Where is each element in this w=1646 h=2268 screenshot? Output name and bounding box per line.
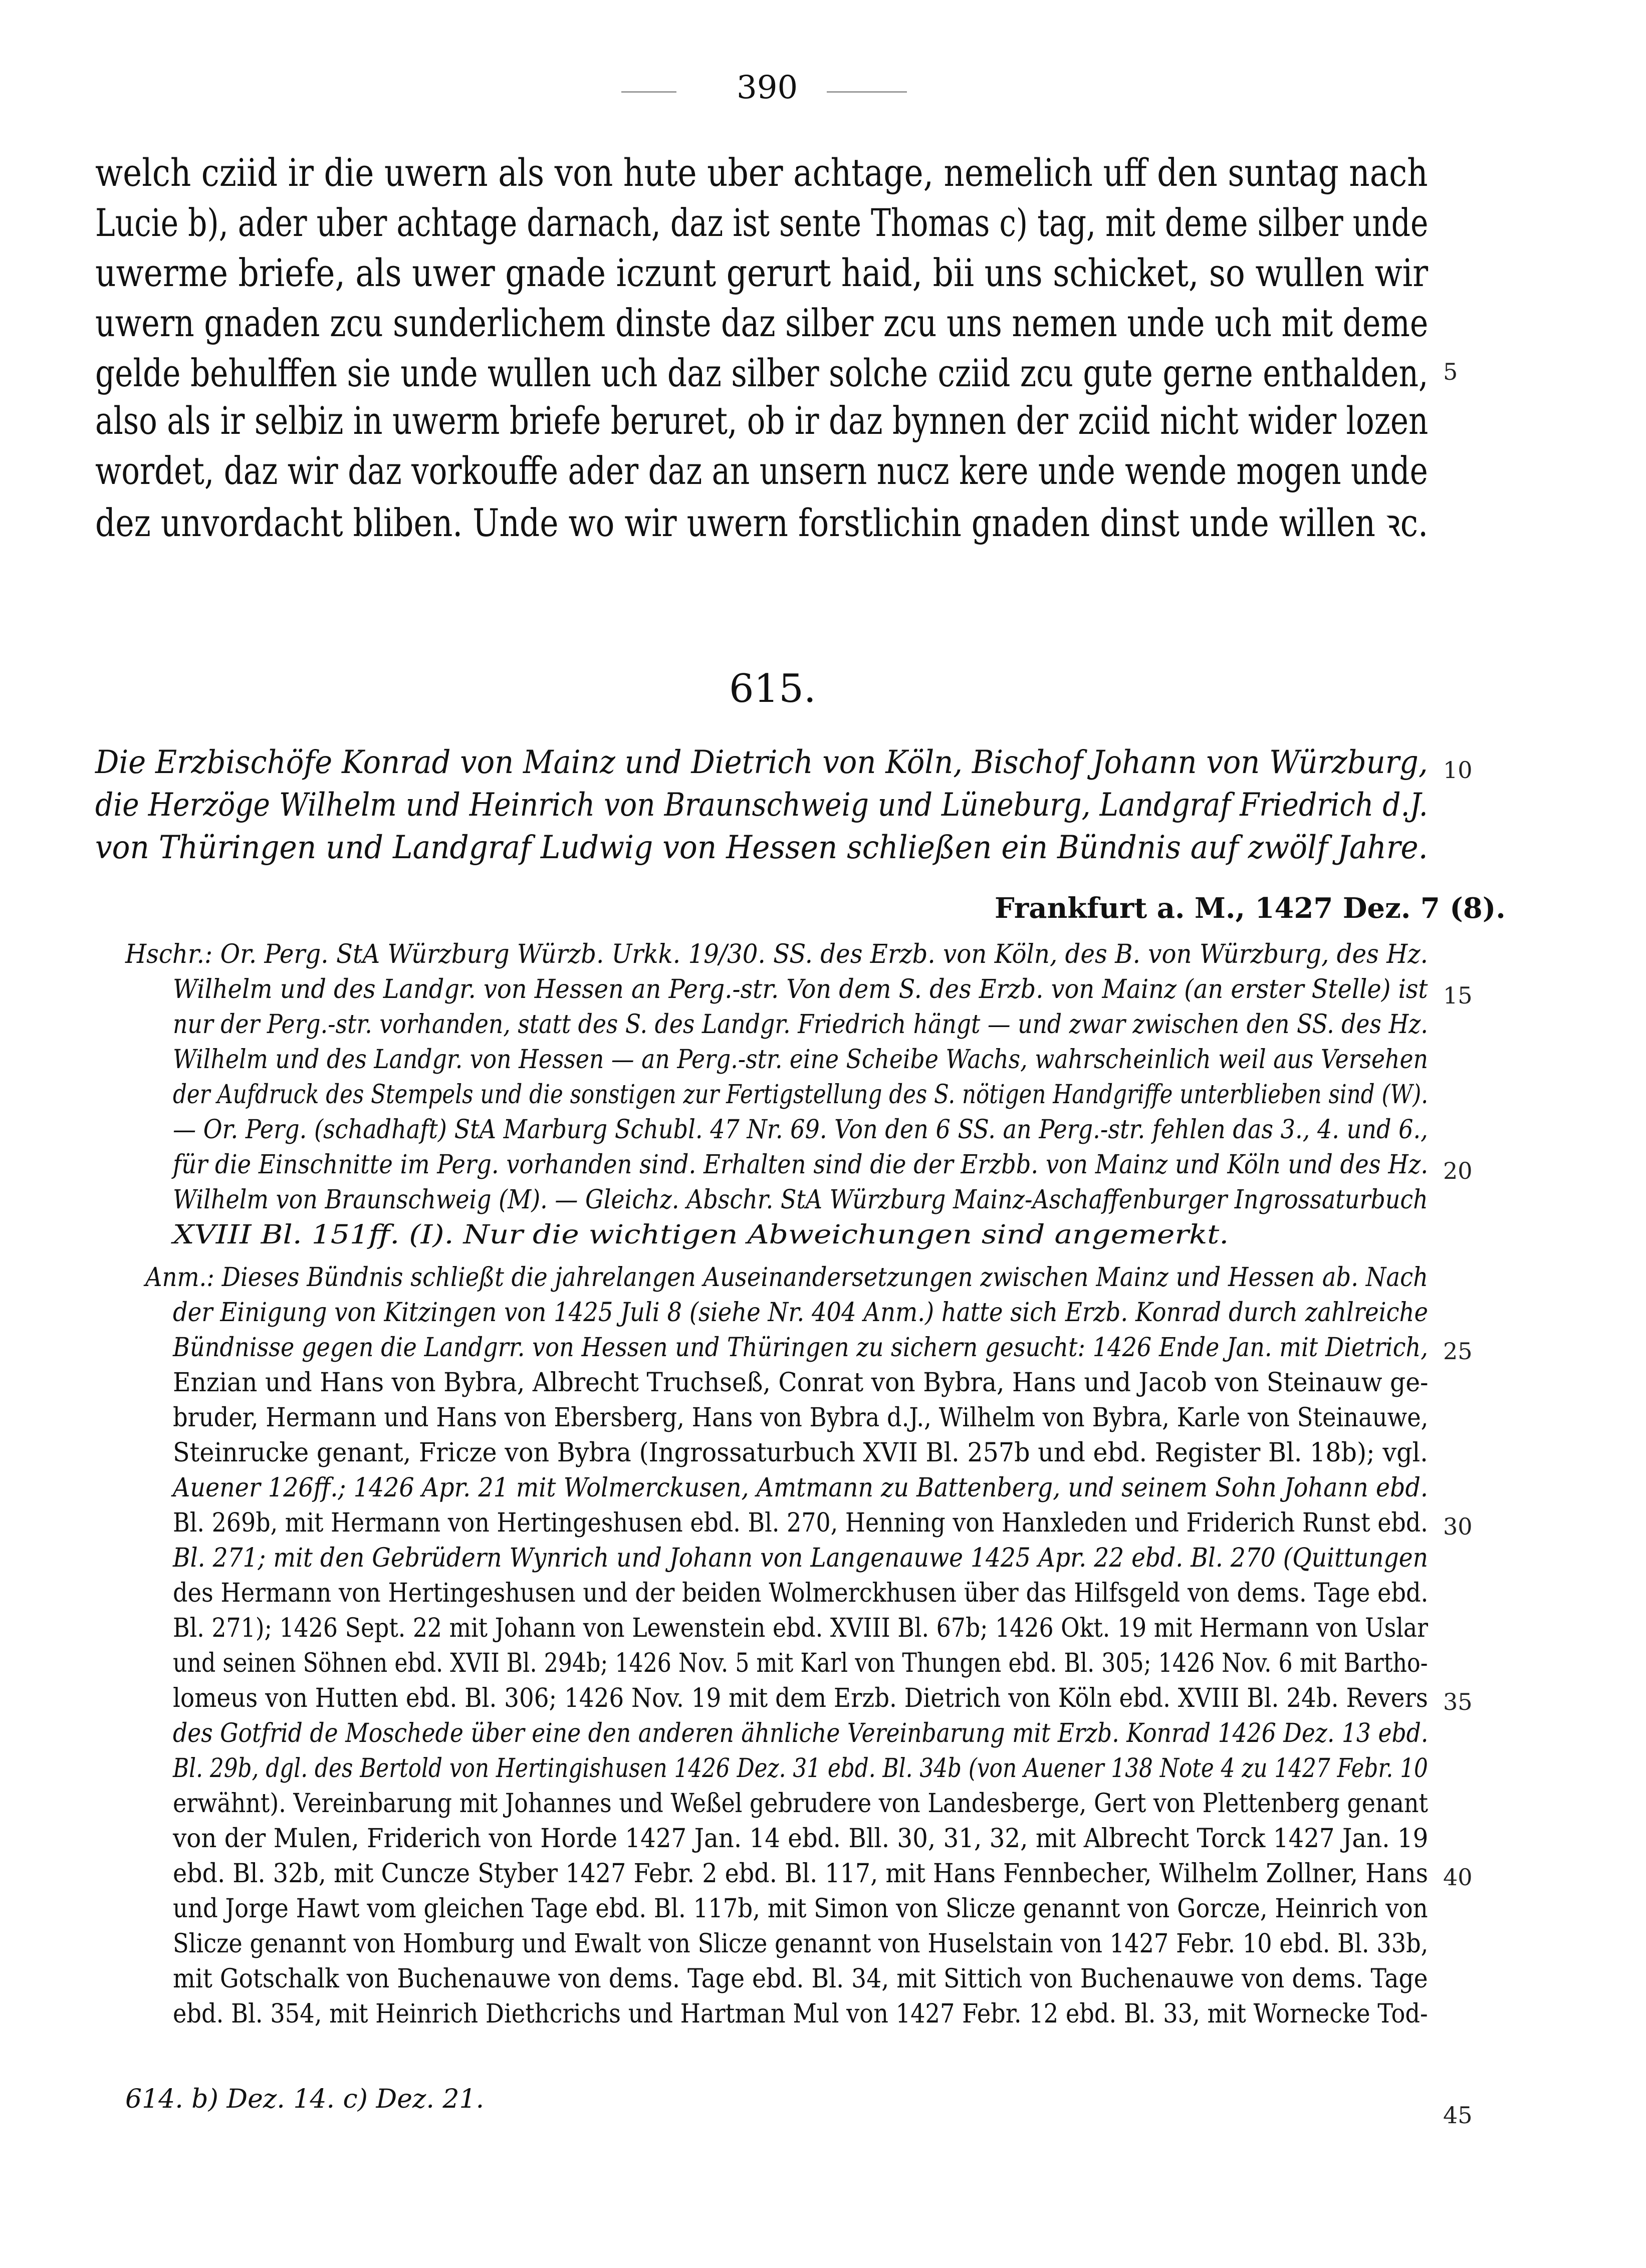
annotation-line: Bl. 29b, dgl. des Bertold von Hertingishusen 1426 Dez. 31 ebd. Bl. 34b (von Auener 138 Note 4 zu 1427 Febr. 10 [173,1753,1428,1784]
apparatus-line: Hschr.: Or. Perg. StA Würzburg Würzb. Urkk. 19/30. SS. des Erzb. von Köln, des B. von Würzburg, des Hz. [125,939,1428,969]
text-line: gelde behulffen sie unde wullen uch daz silber solche cziid zcu gute gerne enthalden, [95,351,1429,395]
annotation-line: lomeus von Hutten ebd. Bl. 306; 1426 Nov. 19 mit dem Erzb. Dietrich von Köln ebd. XVIII Bl. 24b. Revers [173,1683,1428,1713]
annotation-line: mit Gotschalk von Buchenauwe von dems. Tage ebd. Bl. 34, mit Sittich von Buchenauwe von dems. Tage [173,1964,1428,1994]
apparatus-line: XVIII Bl. 151ff. (I). Nur die wichtigen Abweichungen sind angemerkt. [173,1220,1229,1250]
decorative-rule [827,91,907,93]
annotation-line: bruder, Hermann und Hans von Ebersberg, Hans von Bybra d.J., Wilhelm von Bybra, Karle von Steinauwe, [173,1403,1429,1433]
annotation-line: und seinen Söhnen ebd. XVII Bl. 294b; 1426 Nov. 5 mit Karl von Thungen ebd. Bl. 305; 1426 Nov. 6 mit Bartho- [173,1648,1428,1678]
annotation-line: ebd. Bl. 32b, mit Cuncze Styber 1427 Febr. 2 ebd. Bl. 117, mit Hans Fennbecher, Wilhelm Zollner, Hans [173,1859,1428,1889]
annotation-line: Anm.: Dieses Bündnis schließt die jahrelangen Auseinandersetzungen zwischen Mainz und Hessen ab. Nach [145,1263,1428,1293]
margin-line-number: 30 [1443,1513,1473,1540]
margin-line-number: 20 [1443,1157,1473,1184]
apparatus-line: Wilhelm und des Landgr. von Hessen — an Perg.-str. eine Scheibe Wachs, wahrscheinlich weil aus Versehen [173,1045,1428,1075]
apparatus-line: der Aufdruck des Stempels und die sonstigen zur Fertigstellung des S. nötigen Handgriffe unterblieben sind (W). [173,1080,1429,1110]
annotation-line: Auener 126ff.; 1426 Apr. 21 mit Wolmerckusen, Amtmann zu Battenberg, und seinem Sohn Johann ebd. [173,1473,1429,1503]
annotation-line: Bl. 271; mit den Gebrüdern Wynrich und Johann von Langenauwe 1425 Apr. 22 ebd. Bl. 270 (Quittungen [173,1543,1428,1573]
place-date: Frankfurt a. M., 1427 Dez. 7 (8). [995,892,1506,925]
margin-line-number: 40 [1443,1864,1473,1891]
margin-line-number: 35 [1443,1688,1473,1715]
page-number: 390 [737,69,798,106]
text-line: uwern gnaden zcu sunderlichem dinste daz silber zcu uns nemen unde uch mit deme [95,301,1429,345]
summary-line: Die Erzbischöfe Konrad von Mainz und Dietrich von Köln, Bischof Johann von Würzburg, [95,744,1428,781]
apparatus-line: nur der Perg.-str. vorhanden, statt des S. des Landgr. Friedrich hängt — und zwar zwischen den SS. des Hz. [173,1010,1428,1040]
annotation-line: Bündnisse gegen die Landgrr. von Hessen und Thüringen zu sichern gesucht: 1426 Ende Jan. mit Dietrich, [173,1333,1428,1363]
summary-line: von Thüringen und Landgraf Ludwig von Hessen schließen ein Bündnis auf zwölf Jahre. [95,829,1428,866]
annotation-line: des Hermann von Hertingeshusen und der beiden Wolmerckhusen über das Hilfsgeld von dems. Tage ebd. [173,1578,1429,1608]
apparatus-line: für die Einschnitte im Perg. vorhanden sind. Erhalten sind die der Erzbb. von Mainz und Köln und des Hz. [173,1150,1429,1180]
annotation-line: des Gotfrid de Moschede über eine den anderen ähnliche Vereinbarung mit Erzb. Konrad 1426 Dez. 13 ebd. [173,1718,1429,1748]
annotation-line: Bl. 269b, mit Hermann von Hertingeshusen ebd. Bl. 270, Henning von Hanxleden und Friderich Runst ebd. [173,1508,1428,1538]
margin-line-number: 45 [1443,2102,1473,2129]
text-line: wordet, daz wir daz vorkouffe ader daz an unsern nucz kere unde wende mogen unde [95,448,1428,493]
apparatus-line: — Or. Perg. (schadhaft) StA Marburg Schubl. 47 Nr. 69. Von den 6 SS. an Perg.-str. fehlen das 3., 4. und 6., [173,1115,1428,1145]
apparatus-line: Wilhelm und des Landgr. von Hessen an Perg.-str. Von dem S. des Erzb. von Mainz (an erster Stelle) ist [173,974,1428,1004]
margin-line-number: 25 [1443,1338,1473,1365]
annotation-line: Bl. 271); 1426 Sept. 22 mit Johann von Lewenstein ebd. XVIII Bl. 67b; 1426 Okt. 19 mit Hermann von Uslar [173,1613,1429,1643]
text-line: welch cziid ir die uwern als von hute uber achtage, nemelich uff den suntag nach [95,150,1428,195]
annotation-line: und Jorge Hawt vom gleichen Tage ebd. Bl. 117b, mit Simon von Slicze genannt von Gorcze, Heinrich von [173,1894,1428,1924]
text-line: Lucie b), ader uber achtage darnach, daz ist sente Thomas c) tag, mit deme silber unde [95,200,1429,245]
text-line: dez unvordacht bliben. Unde wo wir uwern forstlichin gnaden dinst unde willen ꝛc. [95,500,1429,545]
decorative-rule [621,91,676,93]
text-line: also als ir selbiz in uwerm briefe beruret, ob ir daz bynnen der zciid nicht wider lozen [95,398,1429,443]
annotation-line: ebd. Bl. 354, mit Heinrich Diethcrichs und Hartman Mul von 1427 Febr. 12 ebd. Bl. 33, mit Wornecke Tod- [173,1999,1428,2029]
text-line: uwerme briefe, als uwer gnade iczunt gerurt haid, bii uns schicket, so wullen wir [95,250,1429,295]
margin-line-number: 10 [1443,757,1473,784]
apparatus-line: Wilhelm von Braunschweig (M). — Gleichz. Abschr. StA Würzburg Mainz-Aschaffenburger Ingrossaturbuch [173,1185,1428,1215]
margin-line-number: 5 [1443,358,1458,385]
document-number: 615. [729,666,816,711]
annotation-line: Steinrucke genant, Fricze von Bybra (Ingrossaturbuch XVII Bl. 257b und ebd. Register Bl. 18b); vgl. [173,1438,1428,1468]
annotation-line: Slicze genannt von Homburg und Ewalt von Slicze genannt von Huselstain von 1427 Febr. 10 ebd. Bl. 33b, [173,1929,1429,1959]
footnote: 614. b) Dez. 14. c) Dez. 21. [125,2084,485,2114]
annotation-line: von der Mulen, Friderich von Horde 1427 Jan. 14 ebd. Bll. 30, 31, 32, mit Albrecht Torck 1427 Jan. 19 [173,1824,1429,1854]
annotation-line: erwähnt). Vereinbarung mit Johannes und Weßel gebrudere von Landesberge, Gert von Plettenberg genant [173,1789,1428,1819]
annotation-line: Enzian und Hans von Bybra, Albrecht Truchseß, Conrat von Bybra, Hans und Jacob von Steinauw ge- [173,1368,1429,1398]
summary-line: die Herzöge Wilhelm und Heinrich von Braunschweig und Lüneburg, Landgraf Friedrich d.J. [95,787,1428,824]
annotation-line: der Einigung von Kitzingen von 1425 Juli 8 (siehe Nr. 404 Anm.) hatte sich Erzb. Konrad durch zahlreiche [173,1298,1429,1328]
margin-line-number: 15 [1443,982,1473,1009]
